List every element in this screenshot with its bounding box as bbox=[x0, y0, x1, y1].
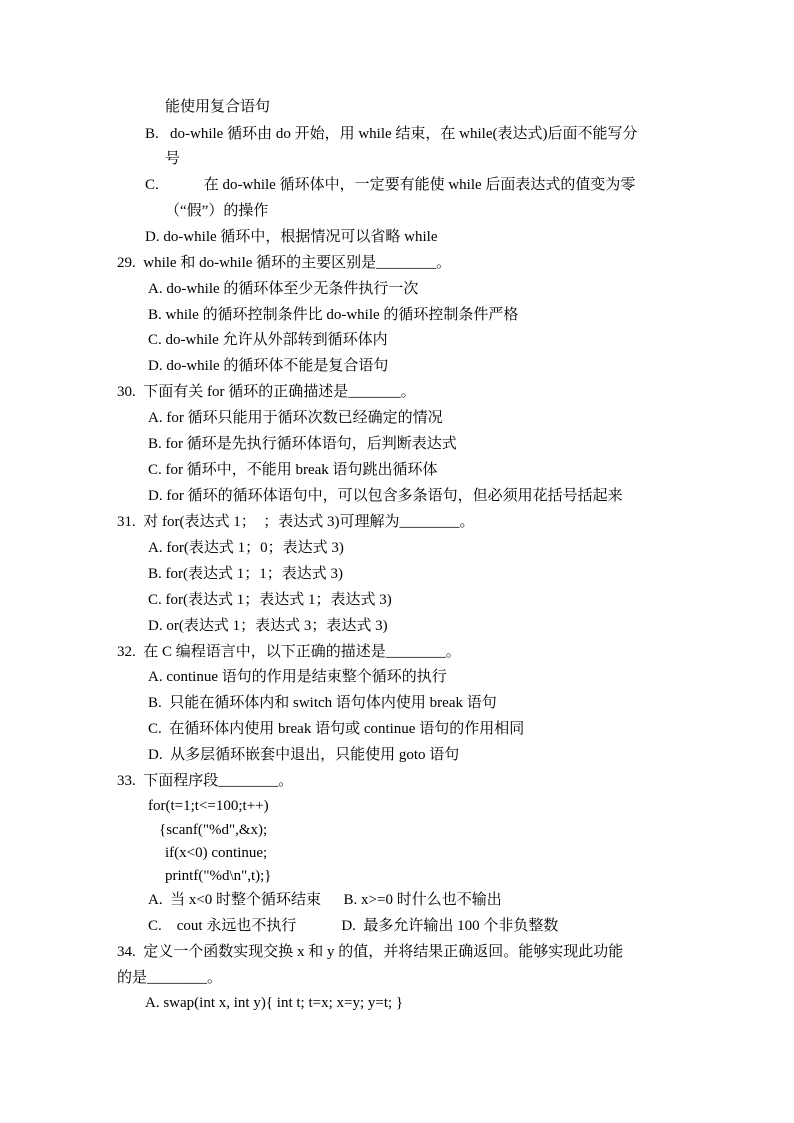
q31-option-c: C. for(表达式 1；表达式 1；表达式 3) bbox=[148, 592, 392, 608]
q34-option-a: A. swap(int x, int y){ int t; t=x; x=y; y=t; } bbox=[145, 995, 404, 1011]
q32-option-a: A. continue 语句的作用是结束整个循环的执行 bbox=[148, 669, 447, 685]
option-a-continuation: 能使用复合语句 bbox=[165, 99, 271, 115]
q33-options-cd: C. cout 永远也不执行 D. 最多允许输出 100 个非负整数 bbox=[148, 918, 559, 934]
q31-option-b: B. for(表达式 1；1；表达式 3) bbox=[148, 566, 343, 582]
q31-option-a: A. for(表达式 1；0；表达式 3) bbox=[148, 540, 344, 556]
question-34: 34. 定义一个函数实现交换 x 和 y 的值，并将结果正确返回。能够实现此功能 bbox=[117, 944, 624, 960]
code-line-2: {scanf("%d",&x); bbox=[159, 822, 268, 838]
q33-options-ab: A. 当 x<0 时整个循环结束 B. x>=0 时什么也不输出 bbox=[148, 892, 502, 908]
option-c: C. 在 do-while 循环体中，一定要有能使 while 后面表达式的值变为零 bbox=[145, 177, 636, 193]
q32-option-d: D. 从多层循环嵌套中退出，只能使用 goto 语句 bbox=[148, 747, 460, 763]
question-34-continuation: 的是________。 bbox=[117, 970, 223, 986]
q30-option-b: B. for 循环是先执行循环体语句，后判断表达式 bbox=[148, 436, 457, 452]
question-29: 29. while 和 do-while 循环的主要区别是________。 bbox=[117, 255, 452, 271]
question-32: 32. 在 C 编程语言中，以下正确的描述是________。 bbox=[117, 644, 461, 660]
q29-option-a: A. do-while 的循环体至少无条件执行一次 bbox=[148, 281, 419, 297]
q32-option-b: B. 只能在循环体内和 switch 语句体内使用 break 语句 bbox=[148, 695, 497, 711]
question-31: 31. 对 for(表达式 1； ；表达式 3)可理解为________。 bbox=[117, 514, 475, 530]
code-line-3: if(x<0) continue; bbox=[165, 845, 268, 861]
question-30: 30. 下面有关 for 循环的正确描述是_______。 bbox=[117, 384, 416, 400]
option-b: B. do-while 循环由 do 开始，用 while 结束，在 while(表达式)后面不能写分 bbox=[145, 126, 638, 142]
code-line-1: for(t=1;t<=100;t++) bbox=[148, 798, 269, 814]
q30-option-a: A. for 循环只能用于循环次数已经确定的情况 bbox=[148, 410, 443, 426]
option-c-continuation: （“假”）的操作 bbox=[165, 203, 269, 219]
q30-option-c: C. for 循环中，不能用 break 语句跳出循环体 bbox=[148, 462, 438, 478]
code-line-4: printf("%d\n",t);} bbox=[165, 868, 272, 884]
q32-option-c: C. 在循环体内使用 break 语句或 continue 语句的作用相同 bbox=[148, 721, 525, 737]
q29-option-d: D. do-while 的循环体不能是复合语句 bbox=[148, 358, 389, 374]
question-33: 33. 下面程序段________。 bbox=[117, 773, 294, 789]
option-d: D. do-while 循环中，根据情况可以省略 while bbox=[145, 229, 438, 245]
q30-option-d: D. for 循环的循环体语句中，可以包含多条语句，但必须用花括号括起来 bbox=[148, 488, 623, 504]
option-b-continuation: 号 bbox=[165, 151, 181, 167]
q29-option-c: C. do-while 允许从外部转到循环体内 bbox=[148, 332, 388, 348]
q29-option-b: B. while 的循环控制条件比 do-while 的循环控制条件严格 bbox=[148, 307, 519, 323]
q31-option-d: D. or(表达式 1；表达式 3；表达式 3) bbox=[148, 618, 388, 634]
